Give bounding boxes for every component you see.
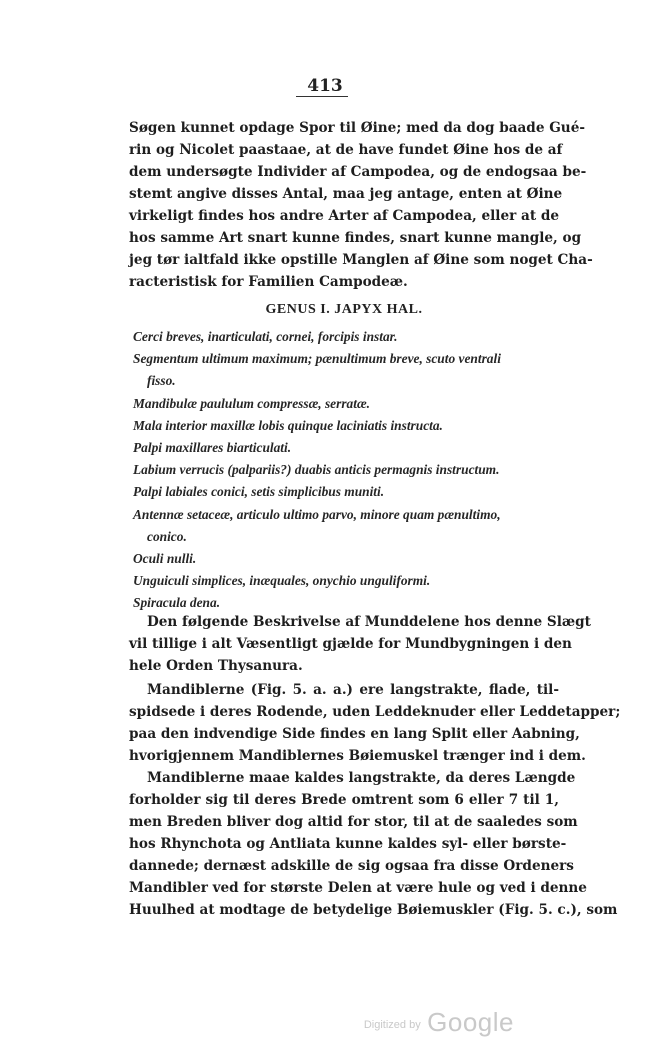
paragraph-mundbygning	[129, 611, 591, 677]
paragraph-mandiblerne-1	[129, 679, 621, 767]
latin-line: Unguiculi simplices, inæquales, onychio unguliformi.	[133, 573, 431, 589]
digitized-watermark	[364, 1007, 514, 1038]
latin-line: Mala interior maxillæ lobis quinque laciniatis instructa.	[133, 417, 443, 433]
latin-line: Oculi nulli.	[133, 550, 197, 566]
text-line: hos samme Art snart kunne findes, snart kunne mangle, og	[129, 230, 582, 246]
text-line: hos Rhynchota og Antliata kunne kaldes syl- eller børste-	[129, 836, 567, 852]
text-line: spidsede i deres Rodende, uden Leddeknuder eller Leddetapper;	[129, 704, 621, 720]
google-logo: Google	[427, 1007, 514, 1037]
text-line: dannede; dernæst adskille de sig ogsaa fra disse Ordeners	[129, 858, 574, 874]
text-line: Mandiblerne (Fig. 5. a. a.) ere langstrakte, flade, til-	[147, 682, 559, 698]
text-line: Mandibler ved for største Delen at være hule og ved i denne	[129, 880, 587, 896]
latin-line: Antennæ setaceæ, articulo ultimo parvo, minore quam pænultimo,	[133, 506, 501, 522]
paragraph-mandiblerne-2	[129, 767, 618, 921]
latin-line: Palpi maxillares biarticulati.	[133, 439, 292, 455]
latin-line: Spiracula dena.	[133, 595, 221, 611]
text-line: Mandiblerne maae kaldes langstrakte, da deres Længde	[147, 770, 576, 786]
text-line: men Breden bliver dog altid for stor, til at de saaledes som	[129, 814, 578, 830]
text-line: forholder sig til deres Brede omtrent som 6 eller 7 til 1,	[129, 792, 559, 808]
latin-line: Cerci breves, inarticulati, cornei, forcipis instar.	[133, 329, 398, 344]
text-line: Huulhed at modtage de betydelige Bøiemuskler (Fig. 5. c.), som	[129, 902, 618, 918]
latin-line: Labium verrucis (palpariis?) duabis anticis permagnis instructum.	[133, 462, 500, 478]
text-line: virkeligt findes hos andre Arter af Campodea, eller at de	[129, 208, 559, 224]
watermark-prefix: Digitized by	[363, 1019, 421, 1031]
latin-line: Palpi labiales conici, setis simplicibus muniti.	[133, 484, 385, 500]
intro-paragraph	[129, 117, 593, 293]
text-line: dem undersøgte Individer af Campodea, og de endogsaa be-	[129, 164, 587, 180]
text-line: racteristisk for Familien Campodeæ.	[129, 274, 408, 290]
text-line: vil tillige i alt Væsentligt gjælde for Mundbygningen i den	[129, 636, 572, 652]
latin-line: fisso.	[147, 373, 176, 389]
latin-line: conico.	[147, 528, 187, 544]
genus-heading: GENUS I. JAPYX HAL.	[265, 302, 423, 317]
latin-line: Segmentum ultimum maximum; pænultimum breve, scuto ventrali	[133, 351, 501, 367]
text-line: rin og Nicolet paastaae, at de have fundet Øine hos de af	[129, 142, 563, 158]
text-line: Den følgende Beskrivelse af Munddelene hos denne Slægt	[147, 614, 591, 630]
text-line: stemt angive disses Antal, maa jeg antage, enten at Øine	[129, 186, 563, 202]
page-number: 413	[307, 76, 343, 96]
text-line: hele Orden Thysanura.	[129, 658, 303, 674]
text-line: jeg tør ialtfald ikke opstille Manglen af Øine som noget Cha-	[129, 252, 593, 268]
latin-diagnosis	[133, 326, 563, 614]
text-line: Søgen kunnet opdage Spor til Øine; med da dog baade Gué-	[129, 120, 585, 136]
text-line: paa den indvendige Side findes en lang Split eller Aabning,	[129, 726, 580, 742]
latin-line: Mandibulæ paululum compressæ, serratæ.	[133, 395, 370, 411]
text-line: hvorigjennem Mandiblernes Bøiemuskel trænger ind i dem.	[129, 748, 586, 764]
page-number-rule	[296, 96, 348, 97]
